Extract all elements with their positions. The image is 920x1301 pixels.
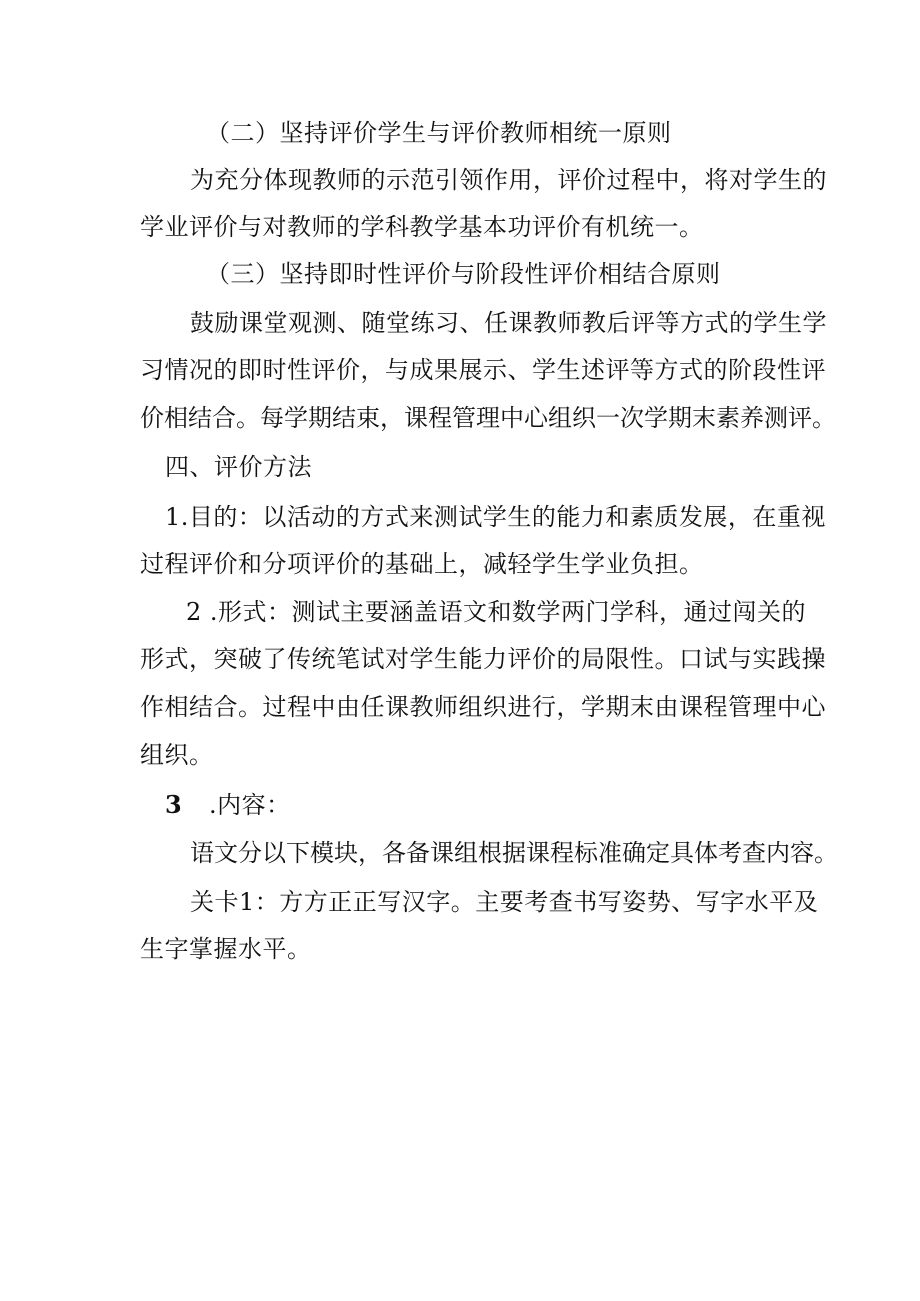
paragraph-line: 生字掌握水平。 [140,935,312,963]
paragraph-line: 作相结合。过程中由任课教师组织进行，学期末由课程管理中心 [140,693,826,721]
heading-principle-3: （三）坚持即时性评价与阶段性评价相结合原则 [206,260,721,288]
paragraph-line: 为充分体现教师的示范引领作用，评价过程中，将对学生的 [190,166,827,194]
paragraph-line: 习情况的即时性评价，与成果展示、学生述评等方式的阶段性评 [140,356,826,384]
section-heading-evaluation-method: 四、评价方法 [165,453,312,481]
paragraph-line: 形式，突破了传统笔试对学生能力评价的局限性。口试与实践操 [140,645,826,673]
item-purpose: 1.目的：以活动的方式来测试学生的能力和素质发展，在重视 [165,503,826,531]
paragraph-line: 鼓励课堂观测、随堂练习、任课教师教后评等方式的学生学 [190,309,827,337]
paragraph-line: 关卡1：方方正正写汉字。主要考查书写姿势、写字水平及 [190,888,819,916]
heading-principle-2: （二）坚持评价学生与评价教师相统一原则 [206,119,672,147]
item-label: .内容： [209,791,291,819]
item-form: 2 .形式：测试主要涵盖语文和数学两门学科，通过闯关的 [186,598,807,626]
paragraph-line: 过程评价和分项评价的基础上，减轻学生学业负担。 [140,550,704,578]
item-content [0,790,920,820]
paragraph-line: 语文分以下模块，各备课组根据课程标准确定具体考查内容。 [190,839,838,867]
item-number: 3 [165,790,183,819]
paragraph-line: 组织。 [140,741,214,769]
paragraph-line: 学业评价与对教师的学科教学基本功评价有机统一。 [140,213,704,241]
paragraph-line: 价相结合。每学期结束，课程管理中心组织一次学期末素养测评。 [140,404,836,432]
